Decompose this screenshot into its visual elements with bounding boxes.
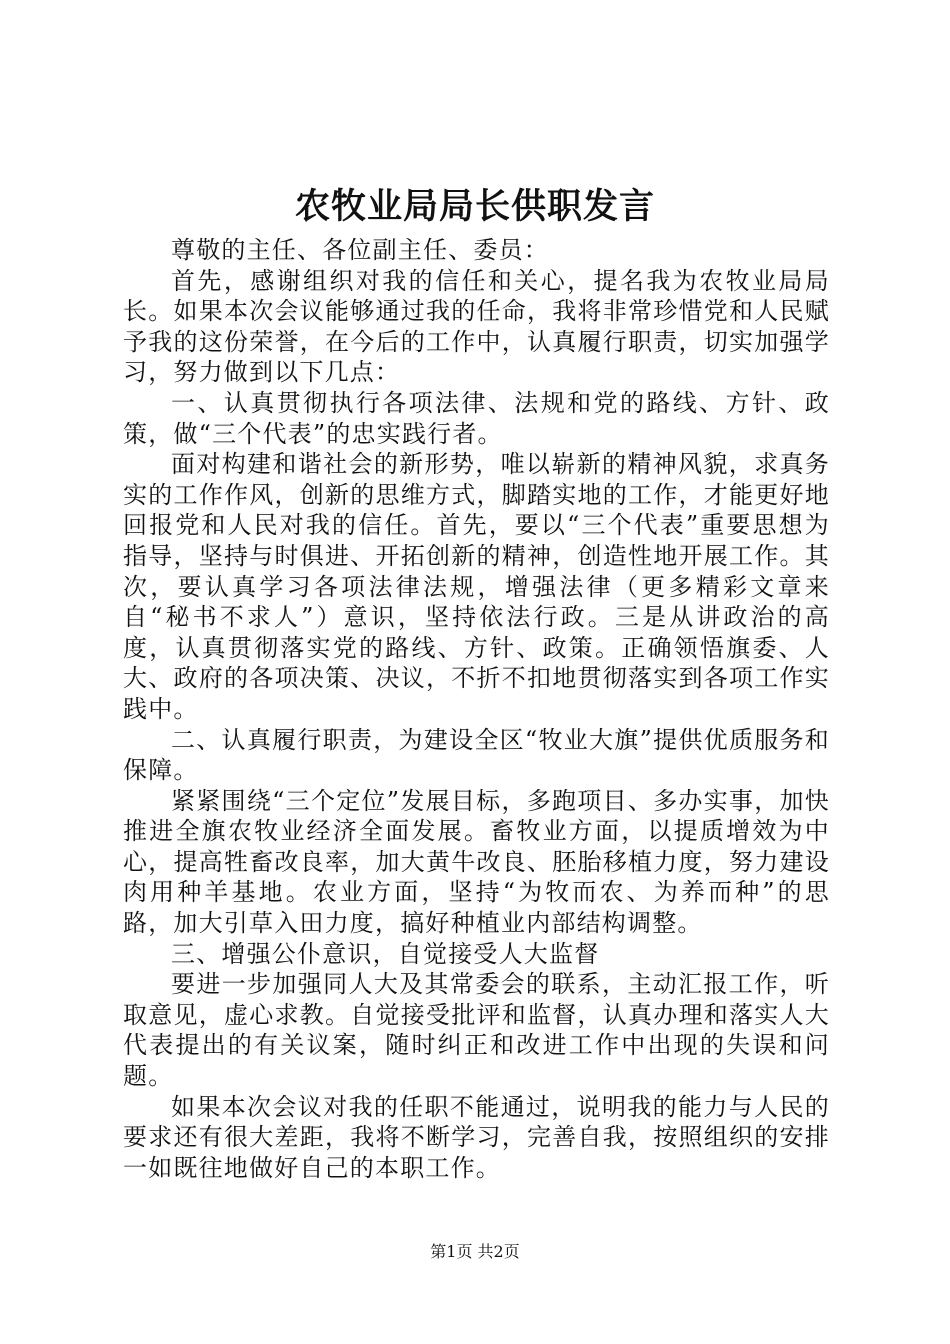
section-body-1: 面对构建和谐社会的新形势，唯以崭新的精神风貌，求真务实的工作作风，创新的思维方式，脚踏实地的工作，才能更好地回报党和人民对我的信任。首先，要以“三个代表”重要思想为指导，坚持与时俱进、开拓创新的精神，创造性地开展工作。其次，要认真学习各项法律法规，增强法律（更多精彩文章来自“秘书不求人”）意识，坚持依法行政。三是从讲政治的高度，认真贯彻落实党的路线、方针、政策。正确领悟旗委、人大、政府的各项决策、决议，不折不扣地贯彻落实到各项工作实践中。 (123, 450, 830, 723)
document-body (123, 235, 830, 1183)
section-heading-3: 三、增强公仆意识，自觉接受人大监督 (171, 939, 600, 968)
document-title: 农牧业局局长供职发言 (294, 186, 655, 227)
section-heading-2: 二、认真履行职责，为建设全区“牧业大旗”提供优质服务和保障。 (123, 725, 830, 785)
page-number-footer: 第1页 共2页 (430, 1242, 520, 1261)
section-heading-1: 一、认真贯彻执行各项法律、法规和党的路线、方针、政策，做“三个代表”的忠实践行者。 (123, 388, 830, 448)
intro-paragraph: 首先，感谢组织对我的信任和关心，提名我为农牧业局局长。如果本次会议能够通过我的任命，我将非常珍惜党和人民赋予我的这份荣誉，在今后的工作中，认真履行职责，切实加强学习，努力做到以下几点： (123, 266, 830, 387)
closing-paragraph: 如果本次会议对我的任职不能通过，说明我的能力与人民的要求还有很大差距，我将不断学习，完善自我，按照组织的安排一如既往地做好自己的本职工作。 (123, 1092, 830, 1182)
section-body-2: 紧紧围绕“三个定位”发展目标，多跑项目、多办实事，加快推进全旗农牧业经济全面发展。畜牧业方面，以提质增效为中心，提高牲畜改良率，加大黄牛改良、胚胎移植力度，努力建设肉用种羊基地。农业方面，坚持“为牧而农、为养而种”的思路，加大引草入田力度，搞好种植业内部结构调整。 (123, 786, 830, 938)
section-body-3: 要进一步加强同人大及其常委会的联系，主动汇报工作，听取意见，虚心求教。自觉接受批评和监督，认真办理和落实人大代表提出的有关议案，随时纠正和改进工作中出现的失误和问题。 (123, 970, 830, 1091)
salutation-paragraph: 尊敬的主任、各位副主任、委员： (171, 236, 549, 264)
